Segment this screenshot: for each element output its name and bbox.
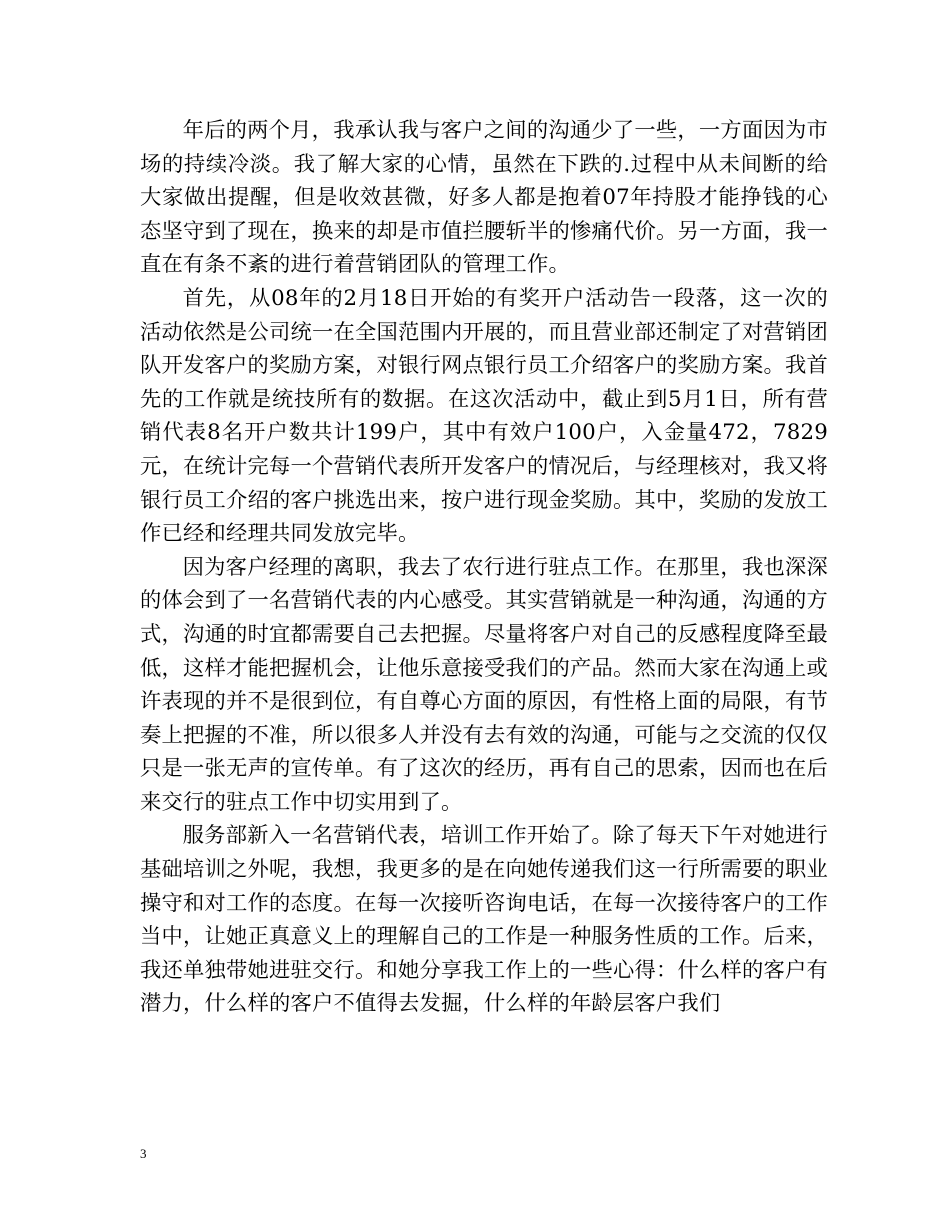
paragraph-4: 服务部新入一名营销代表，培训工作开始了。除了每天下午对她进行基础培训之外呢，我想，我更多的是在向她传递我们这一行所需要的职业操守和对工作的态度。在每一次接听咨询电话，在每一次接待客户的工作当中，让她正真意义上的理解自己的工作是一种服务性质的工作。后来，我还单独带她进驻交行。和她分享我工作上的一些心得：什么样的客户有潜力，什么样的客户不值得去发掘，什么样的年龄层客户我们 xyxy=(140,823,828,1017)
page-number: 3 xyxy=(140,1146,147,1161)
paragraph-1: 年后的两个月，我承认我与客户之间的沟通少了一些，一方面因为市场的持续冷淡。我了解大家的心情，虽然在下跌的.过程中从未间断的给大家做出提醒，但是收效甚微，好多人都是抱着07年持股才能挣钱的心态坚守到了现在，换来的却是市值拦腰斩半的惨痛代价。另一方面，我一直在有条不紊的进行着营销团队的管理工作。 xyxy=(140,118,828,278)
paragraph-3: 因为客户经理的离职，我去了农行进行驻点工作。在那里，我也深深的体会到了一名营销代表的内心感受。其实营销就是一种沟通，沟通的方式，沟通的时宜都需要自己去把握。尽量将客户对自己的反感程度降至最低，这样才能把握机会，让他乐意接受我们的产品。然而大家在沟通上或许表现的并不是很到位，有自尊心方面的原因，有性格上面的局限，有节奏上把握的不准，所以很多人并没有去有效的沟通，可能与之交流的仅仅只是一张无声的宣传单。有了这次的经历，再有自己的思索，因而也在后来交行的驻点工作中切实用到了。 xyxy=(140,554,828,815)
body-text xyxy=(140,114,828,1021)
paragraph-2: 首先，从08年的2月18日开始的有奖开户活动告一段落，这一次的活动依然是公司统一在全国范围内开展的，而且营业部还制定了对营销团队开发客户的奖励方案，对银行网点银行员工介绍客户的奖励方案。我首先的工作就是统技所有的数据。在这次活动中，截止到5月1日，所有营销代表8名开户数共计199户，其中有效户100户，入金量472，7829元，在统计完每一个营销代表所开发客户的情况后，与经理核对，我又将银行员工介绍的客户挑选出来，按户进行现金奖励。其中，奖励的发放工作已经和经理共同发放完毕。 xyxy=(140,285,828,547)
